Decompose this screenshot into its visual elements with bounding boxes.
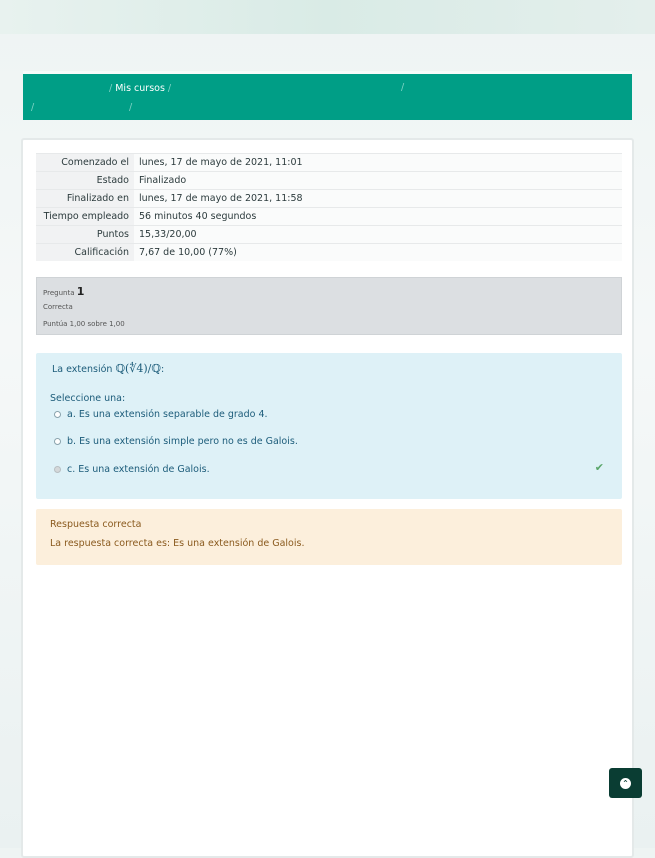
breadcrumb-separator: / — [401, 82, 405, 93]
question-number-label: Pregunta — [43, 289, 75, 297]
summary-value: 7,67 de 10,00 (77%) — [134, 244, 622, 262]
summary-label: Puntos — [36, 226, 134, 244]
attempt-summary-table — [36, 153, 622, 261]
breadcrumb-link[interactable]: Mis cursos — [115, 83, 165, 94]
question-text — [52, 362, 164, 375]
summary-label: Estado — [36, 172, 134, 190]
answer-option-c[interactable] — [54, 464, 210, 475]
breadcrumb-item-mis-cursos[interactable] — [109, 83, 171, 94]
radio-button[interactable] — [54, 411, 61, 418]
breadcrumb-separator: / — [109, 83, 116, 94]
table-row — [36, 226, 622, 244]
table-row — [36, 244, 622, 262]
back-to-top-button[interactable] — [609, 768, 642, 798]
chevron-up-icon: ⌃ — [620, 778, 631, 789]
summary-label: Comenzado el — [36, 154, 134, 172]
answer-prompt: Seleccione una: — [50, 393, 126, 404]
summary-value: lunes, 17 de mayo de 2021, 11:58 — [134, 190, 622, 208]
table-row — [36, 154, 622, 172]
question-text-suffix: : — [160, 364, 165, 375]
quiz-review-card — [21, 138, 634, 858]
answer-option-label: c. Es una extensión de Galois. — [67, 464, 210, 475]
question-grade: Puntúa 1,00 sobre 1,00 — [43, 320, 125, 328]
answer-option-a[interactable] — [54, 409, 268, 420]
question-info-panel — [36, 277, 622, 335]
summary-label: Calificación — [36, 244, 134, 262]
top-navbar — [0, 0, 655, 34]
summary-label: Tiempo empleado — [36, 208, 134, 226]
summary-value: Finalizado — [134, 172, 622, 190]
table-row — [36, 190, 622, 208]
answer-option-b[interactable] — [54, 436, 298, 447]
radio-button-checked[interactable] — [54, 466, 61, 473]
question-number-value: 1 — [76, 285, 85, 298]
question-math: ℚ(∜4)/ℚ — [115, 362, 161, 375]
feedback-text: La respuesta correcta es: Es una extensión de Galois. — [50, 538, 305, 549]
breadcrumb-separator: / — [31, 102, 35, 113]
summary-value: 15,33/20,00 — [134, 226, 622, 244]
answer-feedback — [36, 509, 622, 565]
question-formulation — [36, 353, 622, 499]
breadcrumb — [23, 71, 632, 120]
breadcrumb-separator: / — [164, 83, 172, 94]
feedback-title: Respuesta correcta — [50, 519, 142, 530]
question-text-prefix: La extensión — [52, 364, 116, 375]
summary-label: Finalizado en — [36, 190, 134, 208]
summary-value: 56 minutos 40 segundos — [134, 208, 622, 226]
question-number — [43, 285, 84, 298]
question-state: Correcta — [43, 303, 73, 311]
table-row — [36, 172, 622, 190]
answer-option-label: b. Es una extensión simple pero no es de Galois. — [67, 436, 298, 447]
summary-value: lunes, 17 de mayo de 2021, 11:01 — [134, 154, 622, 172]
table-row — [36, 208, 622, 226]
answer-option-label: a. Es una extensión separable de grado 4. — [67, 409, 268, 420]
check-icon: ✔ — [594, 461, 604, 474]
radio-button[interactable] — [54, 438, 61, 445]
breadcrumb-separator: / — [129, 102, 133, 113]
